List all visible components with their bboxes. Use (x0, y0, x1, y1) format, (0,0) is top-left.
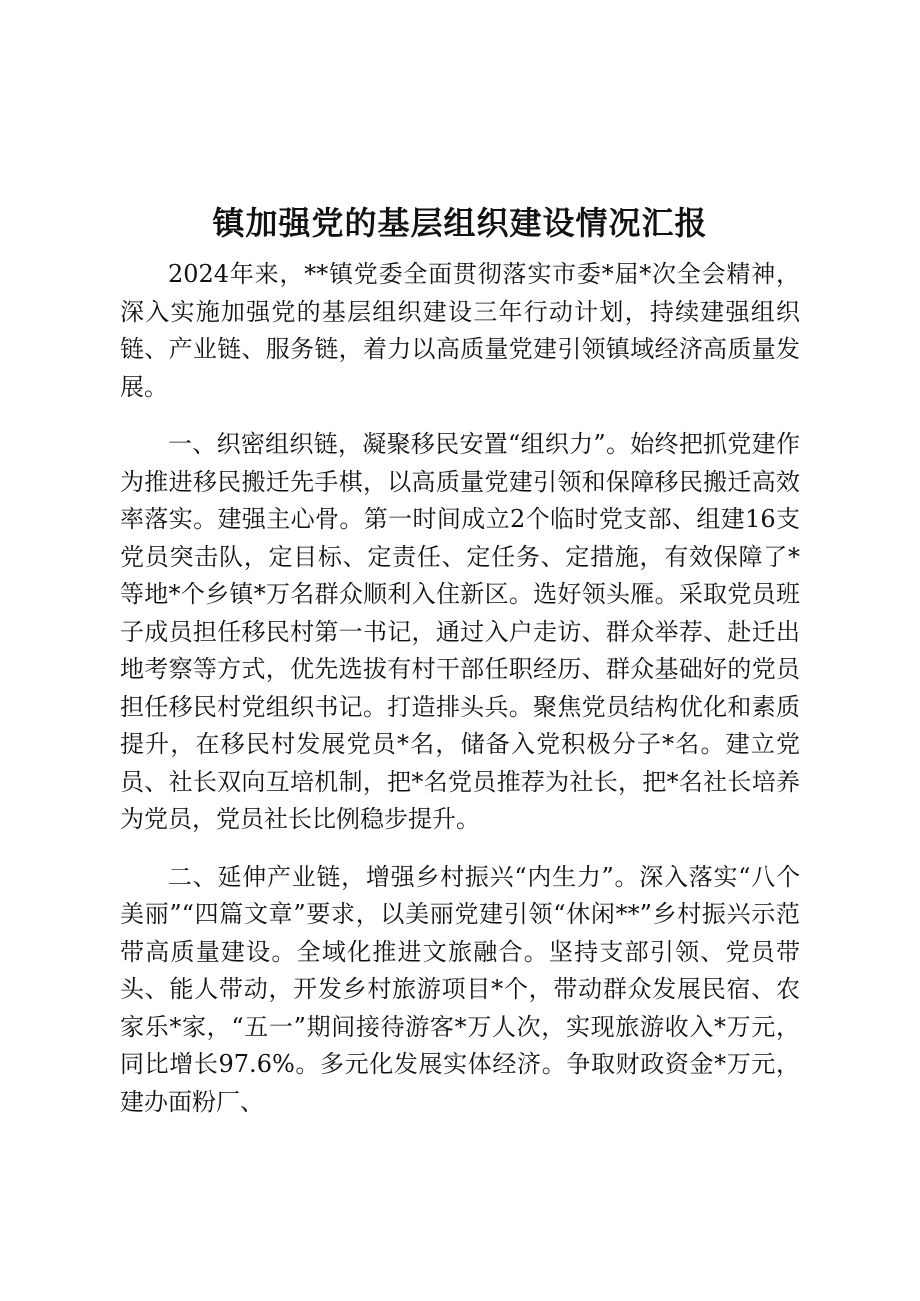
paragraph-section-two: 二、延伸产业链，增强乡村振兴“内生力”。深入落实“八个美丽”“四篇文章”要求，以美丽党建引领“休闲**”乡村振兴示范带高质量建设。全域化推进文旅融合。坚持支部引领、党员带头、能人带动，开发乡村旅游项目*个，带动群众发展民宿、农家乐*家，“五一”期间接待游客*万人次，实现旅游收入*万元，同比增长97.6%。多元化发展实体经济。争取财政资金*万元，建办面粉厂、 (120, 862, 800, 1116)
document-title: 镇加强党的基层组织建设情况汇报 (212, 204, 708, 242)
paragraph-section-one: 一、织密组织链，凝聚移民安置“组织力”。始终把抓党建作为推进移民搬迁先手棋，以高质量党建引领和保障移民搬迁高效率落实。建强主心骨。第一时间成立2个临时党支部、组建16支党员突击队，定目标、定责任、定任务、定措施，有效保障了*等地*个乡镇*万名群众顺利入住新区。选好领头雁。采取党员班子成员担任移民村第一书记，通过入户走访、群众举荐、赴迁出地考察等方式，优先选拔有村干部任职经历、群众基础好的党员担任移民村党组织书记。打造排头兵。聚焦党员结构优化和素质提升，在移民村发展党员*名，储备入党积极分子*名。建立党员、社长双向互培机制，把*名党员推荐为社长，把*名社长培养为党员，党员社长比例稳步提升。 (120, 430, 800, 833)
paragraph-intro: 2024年来，**镇党委全面贯彻落实市委*届*次全会精神，深入实施加强党的基层组织建设三年行动计划，持续建强组织链、产业链、服务链，着力以高质量党建引领镇域经济高质量发展。 (120, 260, 800, 401)
document-body (120, 256, 800, 1141)
